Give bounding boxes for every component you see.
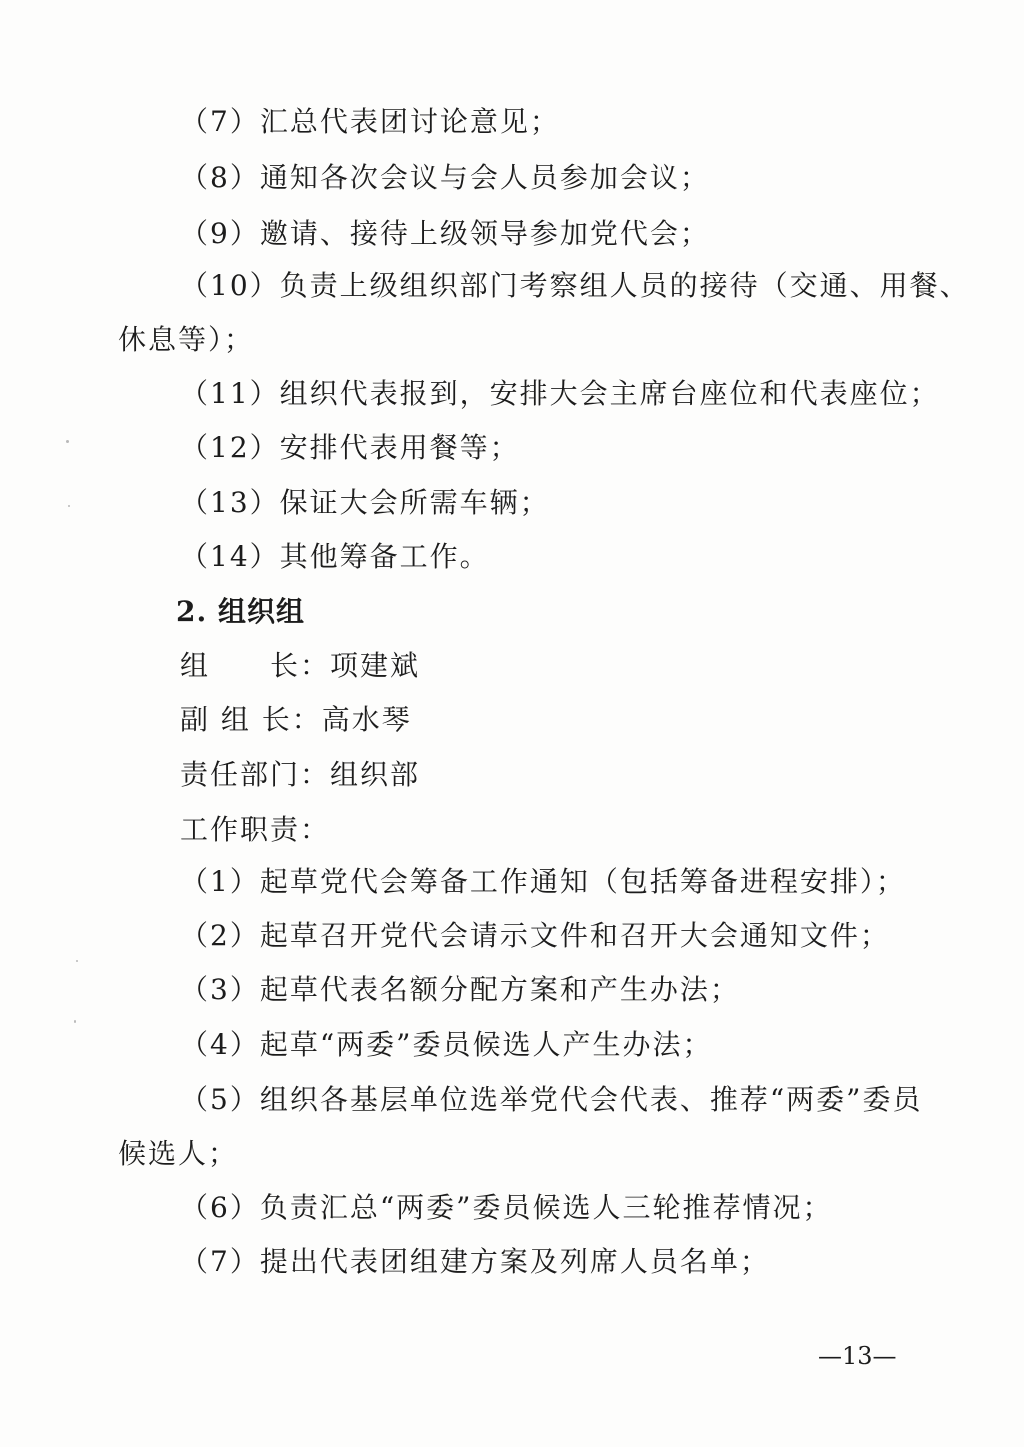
duty-item-9: （9）邀请、接待上级领导参加党代会； [180,217,710,250]
org-duty-item-4: （4）起草“两委”委员候选人产生办法； [180,1028,713,1061]
org-duty-item-7: （7）提出代表团组建方案及列席人员名单； [180,1245,770,1278]
duty-item-7: （7）汇总代表团讨论意见； [180,105,560,138]
scan-speck [76,960,78,962]
duty-item-13: （13）保证大会所需车辆； [180,486,550,519]
section-heading: 2. 组织组 [176,595,305,628]
page-number: —13— [818,1342,897,1370]
duty-item-10-continuation: 休息等）； [118,323,255,356]
duty-item-8: （8）通知各次会议与会人员参加会议； [180,161,710,194]
org-duty-item-1: （1）起草党代会筹备工作通知（包括筹备进程安排）； [180,865,906,898]
duty-item-11: （11）组织代表报到，安排大会主席台座位和代表座位； [180,377,940,410]
duty-item-10: （10）负责上级组织部门考察组人员的接待（交通、用餐、 [180,269,970,302]
duty-item-14: （14）其他筹备工作。 [180,540,490,573]
scan-speck [74,1020,76,1023]
responsible-department: 责任部门：组织部 [180,758,421,791]
duties-label: 工作职责： [180,813,331,846]
org-duty-item-5-continuation: 候选人； [118,1137,239,1170]
org-duty-item-6: （6）负责汇总“两委”委员候选人三轮推荐情况； [180,1191,833,1224]
scan-speck [68,505,70,507]
org-duty-item-3: （3）起草代表名额分配方案和产生办法； [180,973,740,1006]
duty-item-12: （12）安排代表用餐等； [180,431,520,464]
group-leader: 组 长：项建斌 [180,649,421,682]
org-duty-item-2: （2）起草召开党代会请示文件和召开大会通知文件； [180,919,890,952]
scan-speck [66,440,69,443]
org-duty-item-5: （5）组织各基层单位选举党代会代表、推荐“两委”委员 [180,1083,923,1116]
deputy-group-leader: 副 组 长：高水琴 [180,703,412,736]
